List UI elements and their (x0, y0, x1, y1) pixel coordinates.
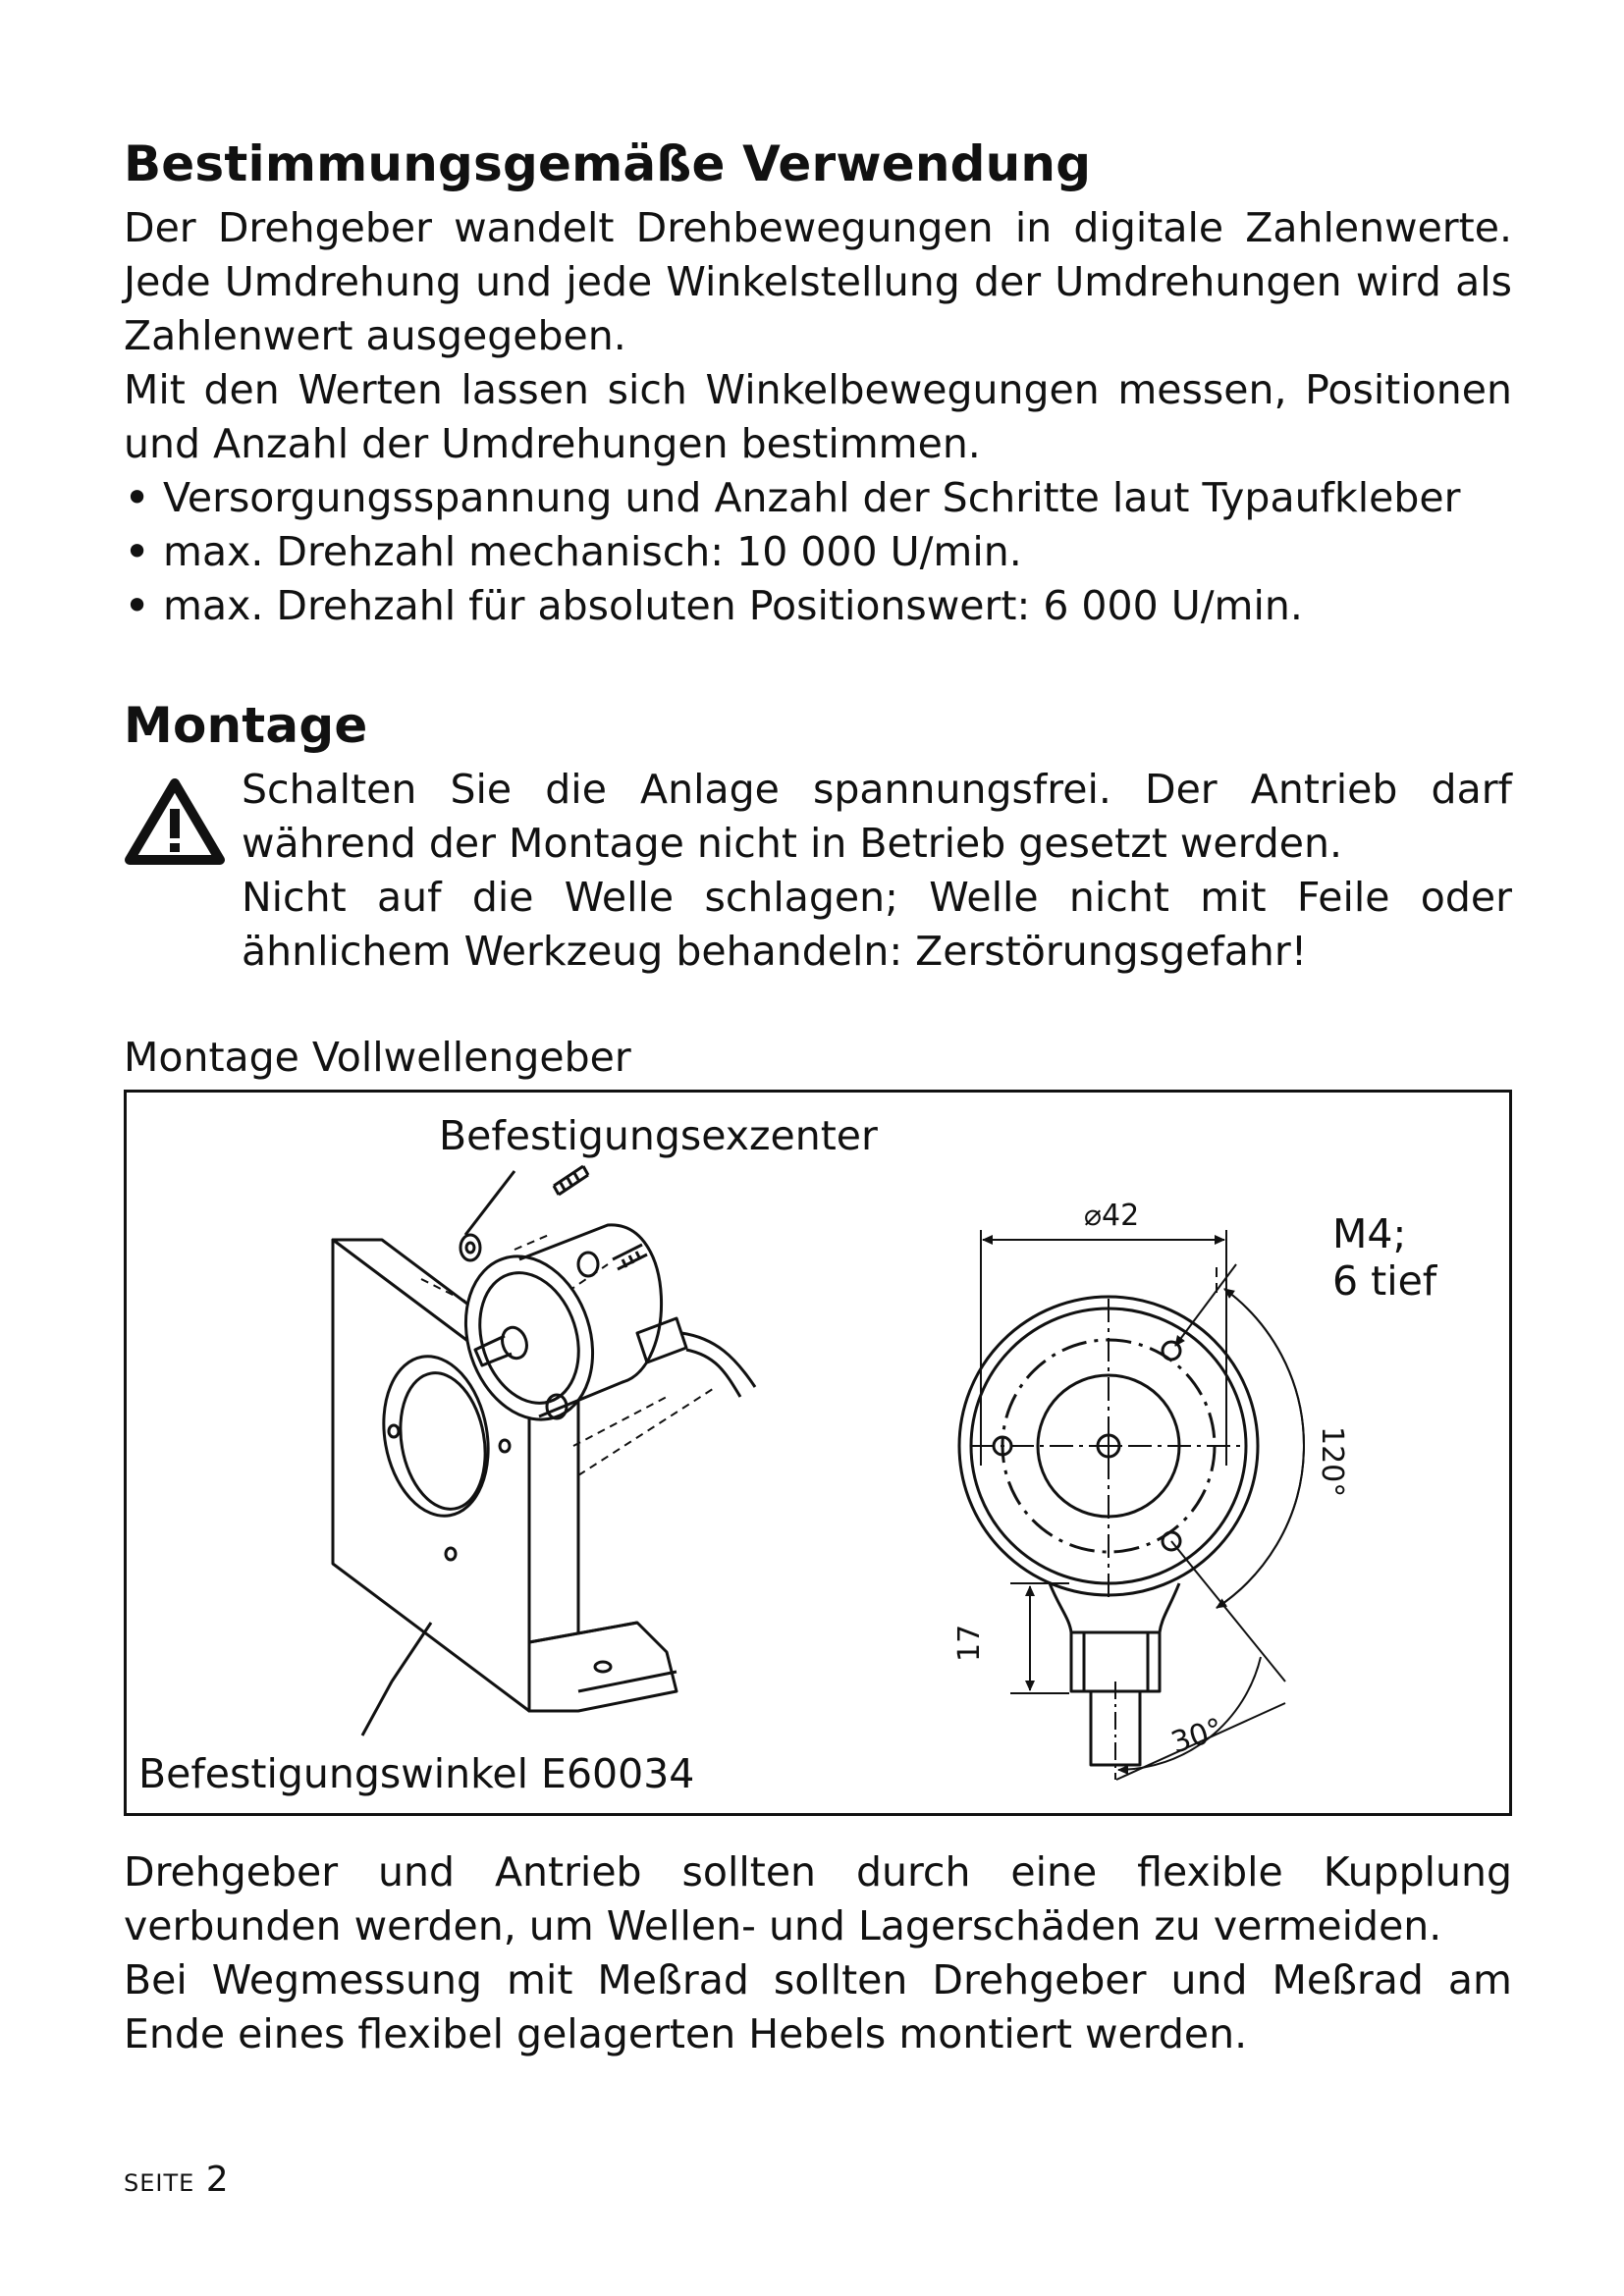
encoder-front-view-drawing (959, 1230, 1304, 1780)
dim-height-label: 17 (952, 1624, 987, 1662)
bullet-item: • Versorgungsspannung und Anzahl der Schritte laut Typaufkleber (124, 471, 1460, 525)
label-bracket: Befestigungswinkel E60034 (138, 1750, 695, 1797)
page-footer (124, 2160, 229, 2200)
footer-label: SEITE (124, 2169, 195, 2197)
label-thread-line1: M4; (1332, 1210, 1407, 1257)
eccentric-and-screw (460, 1166, 588, 1260)
spec-bullet-list (124, 471, 1460, 633)
paragraph-measuring-wheel: Bei Wegmessung mit Meßrad sollten Drehgeber und Meßrad am Ende eines flexibel gelagerten Hebels montiert werden. (124, 1956, 1512, 2057)
paragraph-coupling: Drehgeber und Antrieb sollten durch eine flexible Kupplung verbunden werden, um Wellen- und Lagerschäden zu vermeiden. (124, 1848, 1512, 1949)
warning-text-2: Nicht auf die Welle schlagen; Welle nicht mit Feile oder ähnlichem Werkzeug behandeln: Zerstörungsgefahr! (242, 874, 1512, 975)
mounting-figure (124, 1090, 1512, 1816)
figure-caption: Montage Vollwellengeber (124, 1034, 631, 1081)
warning-triangle-icon (124, 775, 226, 866)
paragraph-intended-use-1: Der Drehgeber wandelt Drehbewegungen in digitale Zahlenwerte. Jede Umdrehung und jede Winkelstellung der Umdrehungen wird als Zahlenwert ausgegeben. (124, 204, 1512, 359)
mounting-drawing (127, 1093, 1509, 1813)
page-number: 2 (205, 2160, 229, 2200)
label-thread-line2: 6 tief (1332, 1257, 1437, 1305)
eccentric-leader-line (465, 1171, 514, 1235)
warning-text-1: Schalten Sie die Anlage spannungsfrei. Der Antrieb darf während der Montage nicht in Betrieb gesetzt werden. (242, 766, 1512, 867)
bullet-item: • max. Drehzahl mechanisch: 10 000 U/min. (124, 525, 1460, 579)
heading-mounting: Montage (124, 697, 368, 754)
dim-angle-120-label: 120° (1315, 1426, 1349, 1498)
bullet-item: • max. Drehzahl für absoluten Positionswert: 6 000 U/min. (124, 579, 1460, 633)
dim-angle-30-label: 30° (1166, 1711, 1228, 1761)
paragraph-intended-use-2: Mit den Werten lassen sich Winkelbewegungen messen, Positionen und Anzahl der Umdrehungen bestimmen. (124, 366, 1512, 467)
heading-intended-use: Bestimmungsgemäße Verwendung (124, 135, 1092, 192)
label-eccentric: Befestigungsexzenter (439, 1112, 878, 1159)
dim-diameter-label: ⌀42 (1084, 1199, 1140, 1233)
